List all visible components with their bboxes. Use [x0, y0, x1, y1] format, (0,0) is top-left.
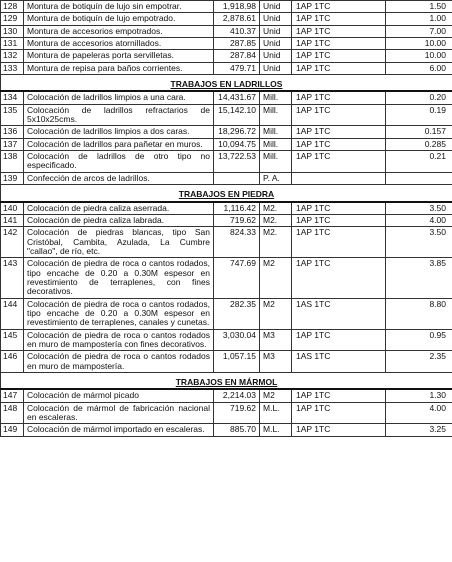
unit-cell: Unid: [260, 50, 292, 62]
unit-cell: M2.: [260, 227, 292, 258]
crew-code-cell: 1AP 1TC: [292, 402, 386, 424]
description-cell: Montura de accesorios atornillados.: [24, 38, 214, 50]
table-row: [1, 389, 452, 402]
unit-price-cell: 282.35: [214, 298, 260, 329]
item-number-cell: 140: [1, 202, 24, 215]
factor-cell: 0.19: [386, 104, 452, 126]
unit-price-cell: 13,722.53: [214, 151, 260, 173]
description-cell: Colocación de ladrillos limpios a una cara.: [24, 91, 214, 104]
crew-code-cell: 1AP 1TC: [292, 424, 386, 436]
unit-price-cell: 14,431.67: [214, 91, 260, 104]
unit-price-cell: 2,214.03: [214, 389, 260, 402]
crew-code-cell: 1AP 1TC: [292, 13, 386, 25]
description-cell: Colocación de piedra de roca o cantos rodados, tipo encache de 0.20 a 0.30M espesor en revestimiento de terraplenes, canales y cunetas.: [24, 298, 214, 329]
unit-price-cell: 410.37: [214, 25, 260, 37]
table-row: [1, 13, 452, 25]
crew-code-cell: 1AS 1TC: [292, 351, 386, 373]
crew-code-cell: 1AP 1TC: [292, 104, 386, 126]
unit-cell: M2.: [260, 214, 292, 226]
unit-price-cell: 15,142.10: [214, 104, 260, 126]
unit-price-cell: 747.69: [214, 258, 260, 298]
description-cell: Colocación de ladrillos refractarios de 5x10x25cms.: [24, 104, 214, 126]
crew-code-cell: [292, 172, 386, 184]
table-row: [1, 351, 452, 373]
unit-cell: Mill.: [260, 91, 292, 104]
description-cell: Colocación de piedra de roca o cantos rodados, tipo encache de 0.20 a 0.30M espesor en revestimiento de terraplenes, con fines decorativos.: [24, 258, 214, 298]
factor-cell: 4.00: [386, 214, 452, 226]
description-cell: Colocación de ladrillos para pañetar en muros.: [24, 138, 214, 150]
unit-price-cell: 719.62: [214, 402, 260, 424]
table-row: [1, 424, 452, 436]
table-row: [1, 402, 452, 424]
factor-cell: 6.00: [386, 62, 452, 74]
table-row: [1, 104, 452, 126]
item-number-cell: 148: [1, 402, 24, 424]
item-number-cell: 146: [1, 351, 24, 373]
description-cell: Montura de papeleras porta servilletas.: [24, 50, 214, 62]
description-cell: Colocación de ladrillos de otro tipo no especificado.: [24, 151, 214, 173]
description-cell: Colocación de piedra de roca o cantos rodados en muro de mampostería con fines decorativos.: [24, 329, 214, 351]
table-row: [1, 91, 452, 104]
unit-price-cell: 1,057.15: [214, 351, 260, 373]
unit-price-cell: 1,116.42: [214, 202, 260, 215]
item-number-cell: 142: [1, 227, 24, 258]
unit-cell: Unid: [260, 62, 292, 74]
factor-cell: 1.30: [386, 389, 452, 402]
item-number-cell: 130: [1, 25, 24, 37]
unit-cell: M.L.: [260, 424, 292, 436]
table-row: [1, 50, 452, 62]
unit-cell: M2: [260, 389, 292, 402]
table-row: [1, 258, 452, 298]
item-number-cell: 136: [1, 126, 24, 138]
description-cell: Colocación de ladrillos limpios a dos caras.: [24, 126, 214, 138]
unit-price-cell: 479.71: [214, 62, 260, 74]
description-cell: Montura de botiquín de lujo empotrado.: [24, 13, 214, 25]
item-number-cell: 143: [1, 258, 24, 298]
unit-cell: Unid: [260, 25, 292, 37]
factor-cell: 4.00: [386, 402, 452, 424]
item-number-cell: 134: [1, 91, 24, 104]
item-number-cell: 135: [1, 104, 24, 126]
crew-code-cell: 1AP 1TC: [292, 50, 386, 62]
unit-price-cell: 719.62: [214, 214, 260, 226]
unit-price-cell: 2,878.61: [214, 13, 260, 25]
factor-cell: 3.25: [386, 424, 452, 436]
table-row: [1, 1, 452, 13]
factor-cell: 10.00: [386, 50, 452, 62]
unit-cell: M.L.: [260, 402, 292, 424]
table-row: [1, 227, 452, 258]
crew-code-cell: 1AP 1TC: [292, 202, 386, 215]
table-row: [1, 214, 452, 226]
table-row: [1, 172, 452, 184]
crew-code-cell: 1AP 1TC: [292, 126, 386, 138]
table-row: [1, 126, 452, 138]
item-number-cell: 128: [1, 1, 24, 13]
crew-code-cell: 1AP 1TC: [292, 62, 386, 74]
item-number-cell: 139: [1, 172, 24, 184]
table-row: [1, 329, 452, 351]
factor-cell: 3.50: [386, 202, 452, 215]
description-cell: Confección de arcos de ladrillos.: [24, 172, 214, 184]
unit-cell: Mill.: [260, 151, 292, 173]
description-cell: Colocación de piedra caliza aserrada.: [24, 202, 214, 215]
factor-cell: 0.285: [386, 138, 452, 150]
table-row: [1, 202, 452, 215]
unit-cell: M2: [260, 298, 292, 329]
factor-cell: 1.50: [386, 1, 452, 13]
factor-cell: 7.00: [386, 25, 452, 37]
factor-cell: 0.20: [386, 91, 452, 104]
factor-cell: 0.95: [386, 329, 452, 351]
factor-cell: 8.80: [386, 298, 452, 329]
crew-code-cell: 1AP 1TC: [292, 1, 386, 13]
unit-price-cell: 885.70: [214, 424, 260, 436]
factor-cell: 3.50: [386, 227, 452, 258]
factor-cell: [386, 172, 452, 184]
crew-code-cell: 1AP 1TC: [292, 138, 386, 150]
price-table-body: [1, 1, 452, 437]
crew-code-cell: 1AS 1TC: [292, 298, 386, 329]
item-number-cell: 137: [1, 138, 24, 150]
description-cell: Colocación de piedras blancas, tipo San Cristóbal, Cambita, Azulada, La Cumbre "callao", de río, etc.: [24, 227, 214, 258]
item-number-cell: 131: [1, 38, 24, 50]
description-cell: Colocación de piedra de roca o cantos rodados en muro de mampostería.: [24, 351, 214, 373]
description-cell: Montura de accesorios empotrados.: [24, 25, 214, 37]
item-number-cell: 147: [1, 389, 24, 402]
crew-code-cell: 1AP 1TC: [292, 214, 386, 226]
unit-price-cell: 287.84: [214, 50, 260, 62]
table-row: [1, 298, 452, 329]
table-row: [1, 62, 452, 74]
unit-price-cell: 10,094.75: [214, 138, 260, 150]
factor-cell: 10.00: [386, 38, 452, 50]
unit-cell: Mill.: [260, 126, 292, 138]
table-row: [1, 38, 452, 50]
unit-price-cell: 287.85: [214, 38, 260, 50]
section-title: TRABAJOS EN MÁRMOL: [1, 373, 452, 390]
description-cell: Colocación de piedra caliza labrada.: [24, 214, 214, 226]
factor-cell: 1.00: [386, 13, 452, 25]
crew-code-cell: 1AP 1TC: [292, 329, 386, 351]
description-cell: Colocación de mármol importado en escaleras.: [24, 424, 214, 436]
description-cell: Colocación de mármol picado: [24, 389, 214, 402]
unit-cell: M2: [260, 258, 292, 298]
item-number-cell: 145: [1, 329, 24, 351]
section-title: TRABAJOS EN LADRILLOS: [1, 75, 452, 92]
unit-cell: Unid: [260, 13, 292, 25]
section-header-row: [1, 185, 452, 202]
item-number-cell: 129: [1, 13, 24, 25]
crew-code-cell: 1AP 1TC: [292, 258, 386, 298]
unit-cell: P. A.: [260, 172, 292, 184]
unit-price-cell: 18,296.72: [214, 126, 260, 138]
section-header-row: [1, 373, 452, 390]
item-number-cell: 144: [1, 298, 24, 329]
crew-code-cell: 1AP 1TC: [292, 38, 386, 50]
table-row: [1, 151, 452, 173]
section-header-row: [1, 75, 452, 92]
description-cell: Montura de repisa para baños corrientes.: [24, 62, 214, 74]
item-number-cell: 133: [1, 62, 24, 74]
factor-cell: 0.157: [386, 126, 452, 138]
unit-cell: Unid: [260, 38, 292, 50]
crew-code-cell: 1AP 1TC: [292, 227, 386, 258]
description-cell: Colocación de mármol de fabricación nacional en escaleras.: [24, 402, 214, 424]
unit-price-cell: 3,030.04: [214, 329, 260, 351]
unit-price-cell: [214, 172, 260, 184]
factor-cell: 0.21: [386, 151, 452, 173]
crew-code-cell: 1AP 1TC: [292, 25, 386, 37]
item-number-cell: 132: [1, 50, 24, 62]
unit-cell: M3: [260, 351, 292, 373]
section-title: TRABAJOS EN PIEDRA: [1, 185, 452, 202]
unit-price-cell: 1,918.98: [214, 1, 260, 13]
unit-cell: M3: [260, 329, 292, 351]
factor-cell: 2.35: [386, 351, 452, 373]
table-row: [1, 138, 452, 150]
unit-cell: Mill.: [260, 138, 292, 150]
crew-code-cell: 1AP 1TC: [292, 389, 386, 402]
table-row: [1, 25, 452, 37]
description-cell: Montura de botiquín de lujo sin empotrar.: [24, 1, 214, 13]
crew-code-cell: 1AP 1TC: [292, 91, 386, 104]
item-number-cell: 141: [1, 214, 24, 226]
item-number-cell: 138: [1, 151, 24, 173]
unit-cell: Unid: [260, 1, 292, 13]
factor-cell: 3.85: [386, 258, 452, 298]
crew-code-cell: 1AP 1TC: [292, 151, 386, 173]
unit-cell: Mill.: [260, 104, 292, 126]
unit-price-cell: 824.33: [214, 227, 260, 258]
unit-cell: M2.: [260, 202, 292, 215]
item-number-cell: 149: [1, 424, 24, 436]
